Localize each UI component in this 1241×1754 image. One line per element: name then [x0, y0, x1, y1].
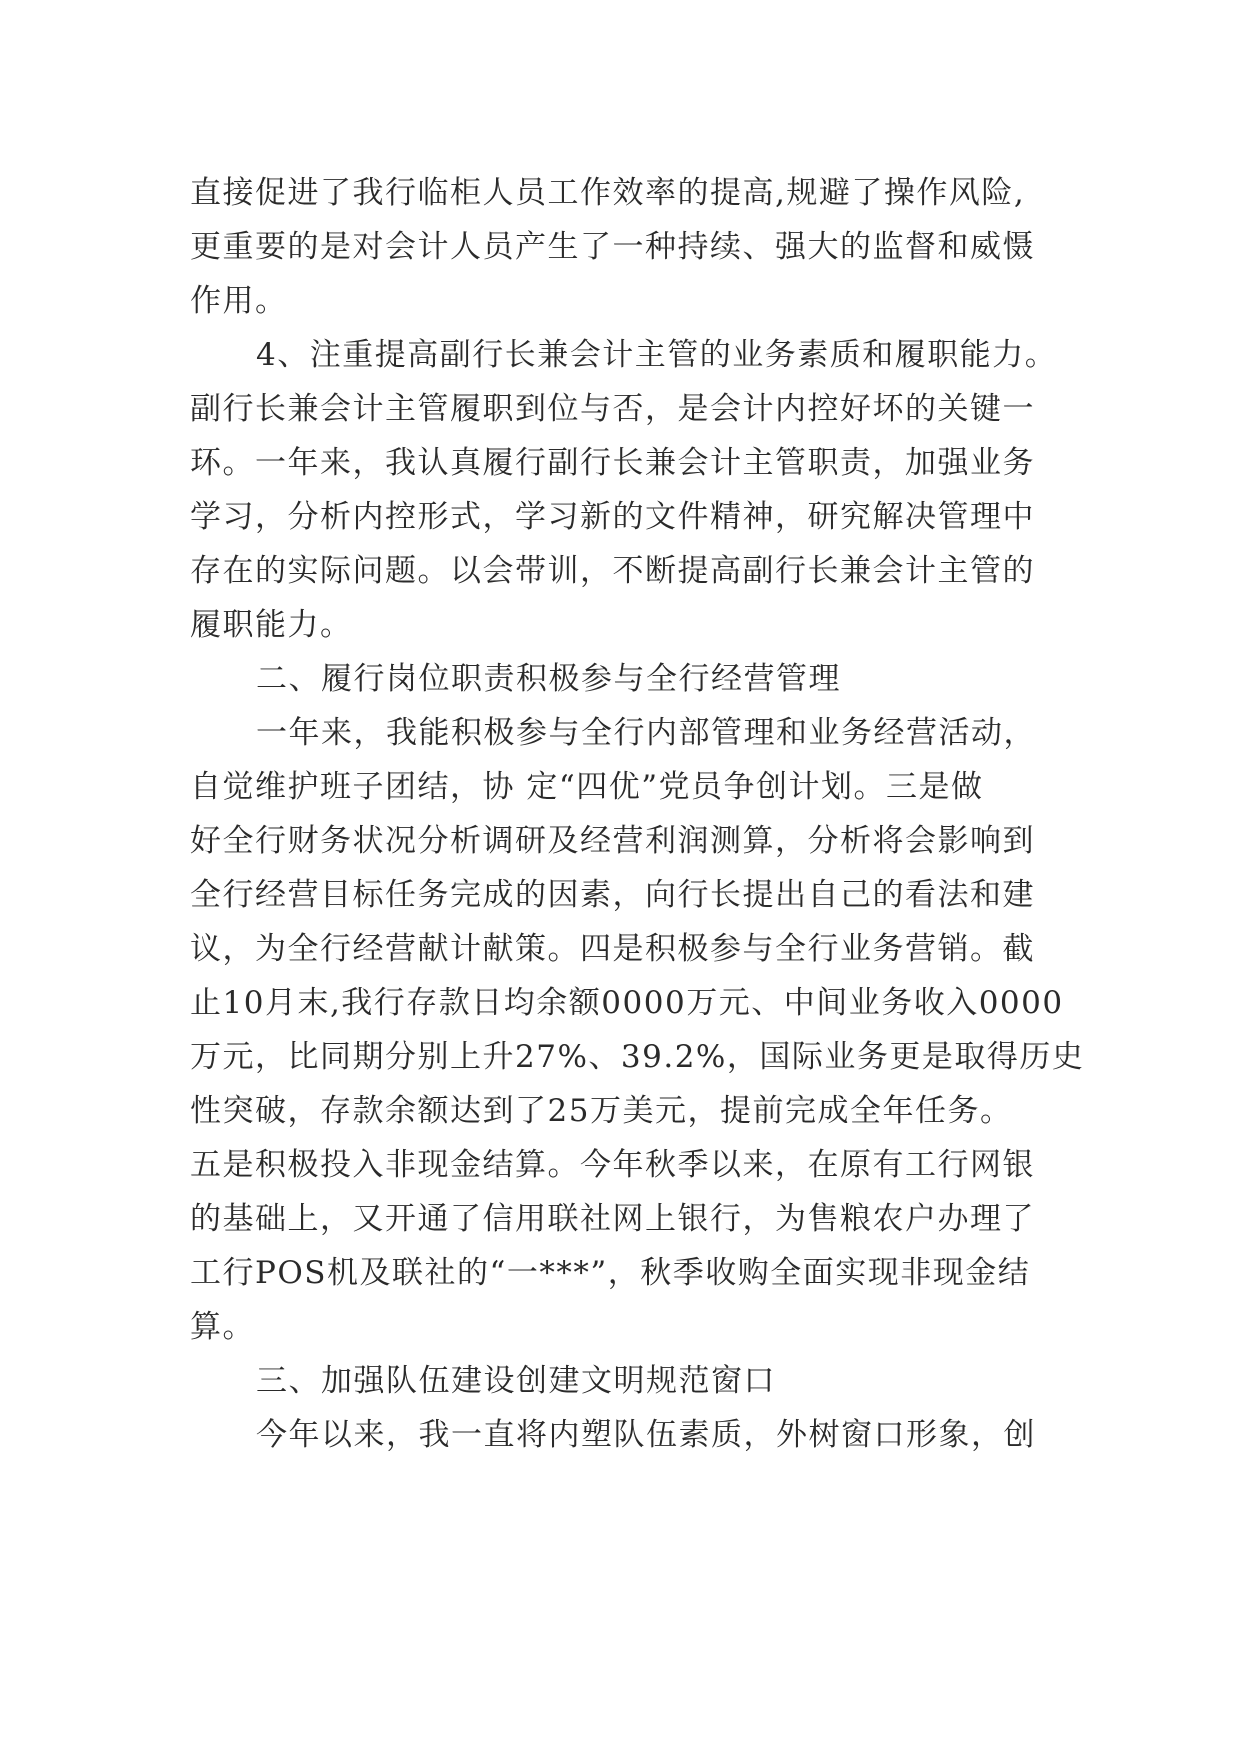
text-line: 更重要的是对会计人员产生了一种持续、强大的监督和威慑: [190, 229, 1035, 265]
text-line: 工行POS机及联社的“一***”，秋季收购全面实现非现金结: [190, 1255, 1031, 1291]
text-line: 止10月末,我行存款日均余额0000万元、中间业务收入0000: [190, 985, 1064, 1021]
text-line: 自觉维护班子团结，协 定“四优”党员争创计划。三是做: [190, 769, 984, 805]
text-line: 二、履行岗位职责积极参与全行经营管理: [256, 661, 841, 697]
text-line: 直接促进了我行临柜人员工作效率的提高,规避了操作风险,: [190, 175, 1026, 211]
document-body: [190, 166, 1085, 1462]
text-line: 环。一年来，我认真履行副行长兼会计主管职责，加强业务: [190, 445, 1035, 481]
text-line: 学习，分析内控形式，学习新的文件精神，研究解决管理中: [190, 499, 1035, 535]
text-line: 三、加强队伍建设创建文明规范窗口: [256, 1363, 776, 1399]
text-line: 今年以来，我一直将内塑队伍素质，外树窗口形象，创: [256, 1417, 1036, 1453]
text-line: 一年来，我能积极参与全行内部管理和业务经营活动，: [256, 715, 1036, 751]
text-line: 性突破，存款余额达到了25万美元，提前完成全年任务。: [190, 1093, 1013, 1129]
text-line: 副行长兼会计主管履职到位与否，是会计内控好坏的关键一: [190, 391, 1035, 427]
text-line: 4、注重提高副行长兼会计主管的业务素质和履职能力。: [256, 337, 1058, 373]
text-line: 全行经营目标任务完成的因素，向行长提出自己的看法和建: [190, 877, 1035, 913]
text-line: 好全行财务状况分析调研及经营利润测算，分析将会影响到: [190, 823, 1035, 859]
text-line: 的基础上，又开通了信用联社网上银行，为售粮农户办理了: [190, 1201, 1035, 1237]
text-line: 作用。: [190, 283, 288, 319]
text-line: 万元，比同期分别上升27%、39.2%，国际业务更是取得历史: [190, 1039, 1085, 1075]
text-line: 履职能力。: [190, 607, 353, 643]
text-line: 算。: [190, 1309, 255, 1345]
text-line: 存在的实际问题。以会带训，不断提高副行长兼会计主管的: [190, 553, 1035, 589]
text-line: 五是积极投入非现金结算。今年秋季以来，在原有工行网银: [190, 1147, 1035, 1183]
text-line: 议，为全行经营献计献策。四是积极参与全行业务营销。截: [190, 931, 1035, 967]
